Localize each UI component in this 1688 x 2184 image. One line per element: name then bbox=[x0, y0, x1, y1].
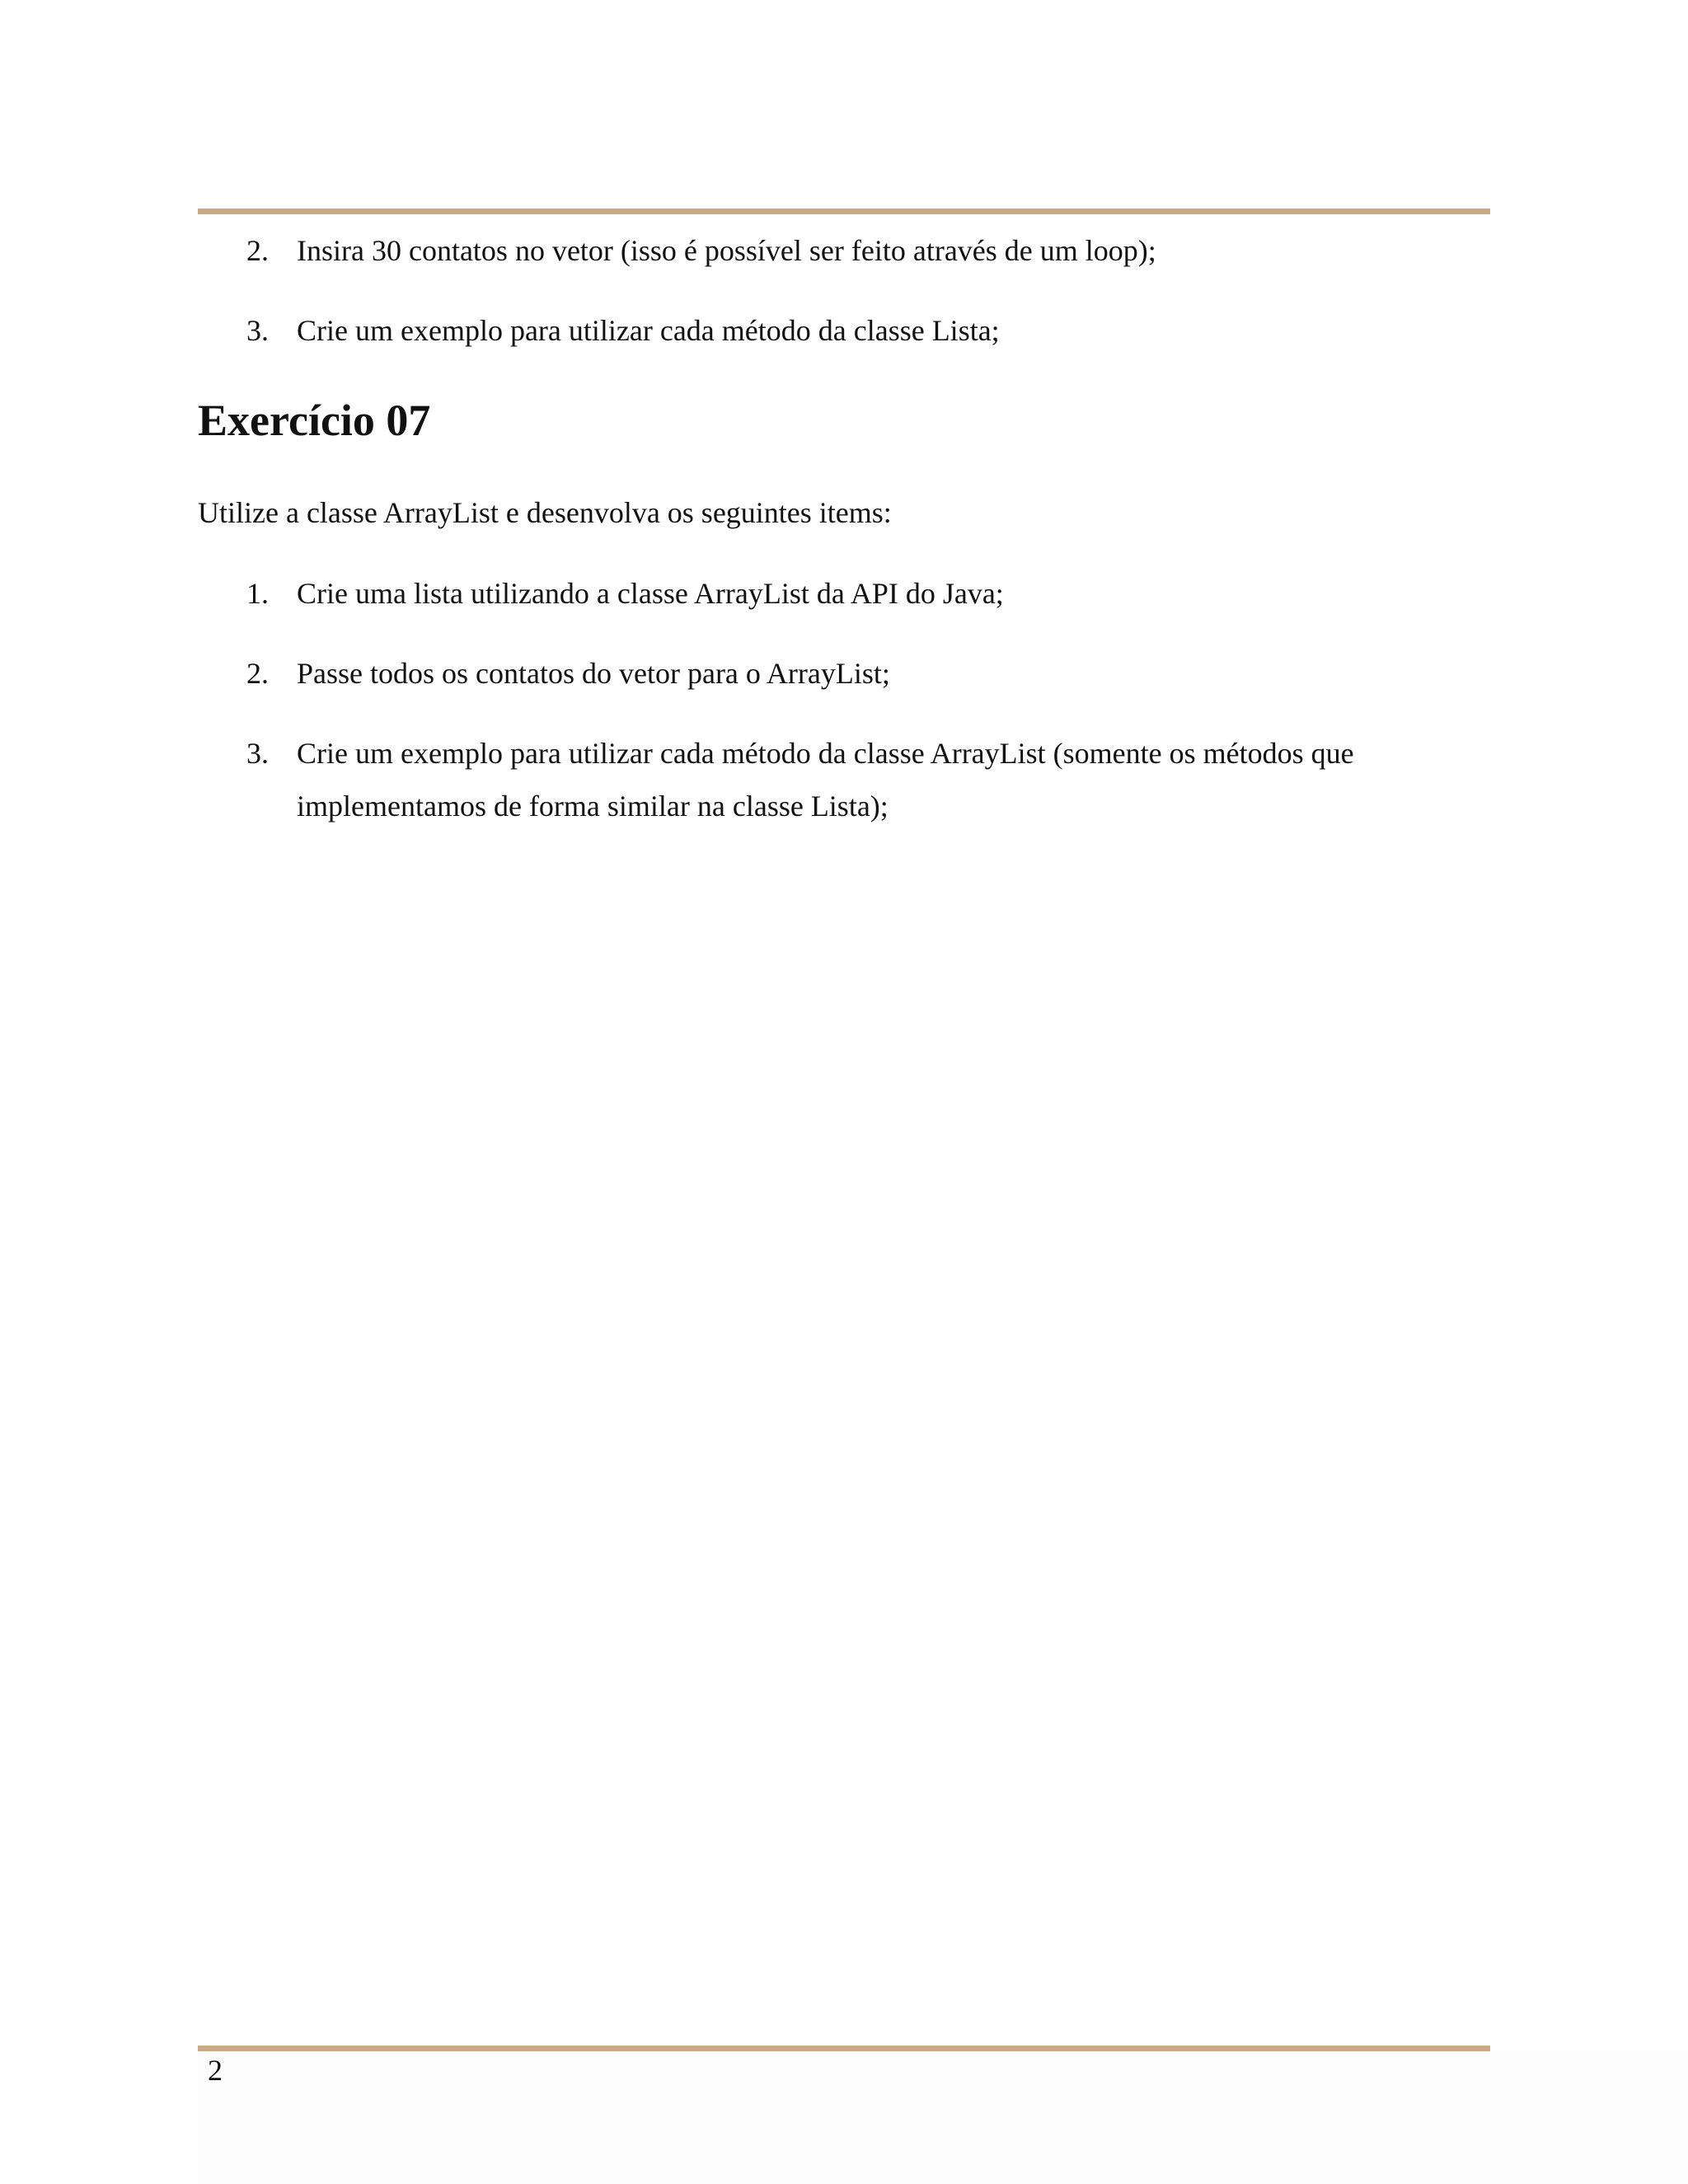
list-item-number: 2. bbox=[246, 234, 269, 267]
list-item-text: Crie um exemplo para utilizar cada método da classe Lista; bbox=[297, 314, 1000, 347]
list-item-text: Crie uma lista utilizando a classe ArrayList da API do Java; bbox=[297, 577, 1004, 610]
section-intro: Utilize a classe ArrayList e desenvolva os seguintes items: bbox=[198, 496, 892, 529]
section-title: Exercício 07 bbox=[198, 396, 431, 445]
header-rule bbox=[198, 209, 1490, 214]
list-item-text: Insira 30 contatos no vetor (isso é possível ser feito através de um loop); bbox=[297, 234, 1156, 267]
list-item-number: 2. bbox=[246, 657, 269, 690]
footer-rule bbox=[198, 2046, 1490, 2051]
list-item-number: 3. bbox=[246, 737, 269, 770]
list-item-number: 1. bbox=[246, 577, 269, 610]
page-number: 2 bbox=[208, 2054, 223, 2087]
footer-background bbox=[198, 2051, 1688, 2184]
list-item-text-line-1: Crie um exemplo para utilizar cada método da classe ArrayList (somente os métodos que bbox=[297, 737, 1354, 770]
list-item-number: 3. bbox=[246, 314, 269, 347]
list-item-text-line-2: implementamos de forma similar na classe Lista); bbox=[297, 790, 889, 823]
list-item-text: Passe todos os contatos do vetor para o ArrayList; bbox=[297, 657, 890, 690]
